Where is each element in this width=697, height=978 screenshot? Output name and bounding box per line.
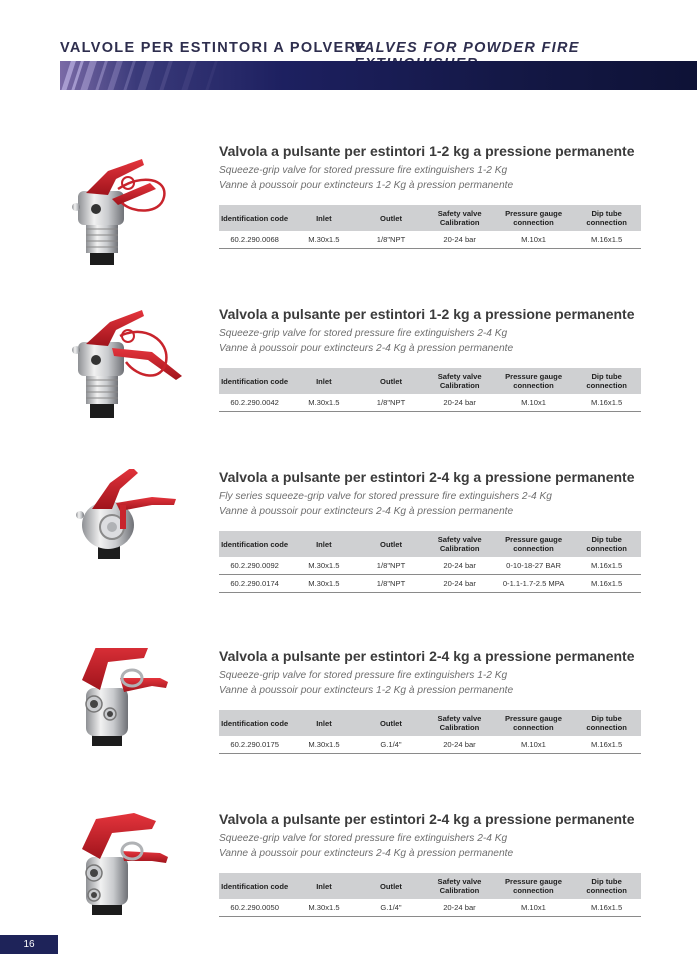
cell-dip: M.16x1.5: [572, 575, 641, 593]
col-inlet: Inlet: [290, 710, 357, 736]
table-header-row: [219, 368, 641, 394]
table-row: [219, 557, 641, 575]
cell-outlet: 1/8"NPT: [358, 394, 425, 412]
cell-dip: M.16x1.5: [572, 557, 641, 575]
table-row: [219, 231, 641, 249]
table-row: [219, 899, 641, 917]
product-section-2: [0, 306, 697, 456]
col-identification-code: Identification code: [219, 205, 290, 231]
section-subtitle-en: Squeeze-grip valve for stored pressure fire extinguishers 2-4 Kg: [219, 833, 508, 844]
table-row: [219, 575, 641, 593]
cell-dip: M.16x1.5: [572, 899, 641, 917]
section-title: Valvola a pulsante per estintori 1-2 kg a pressione permanente: [219, 143, 635, 159]
cell-inlet: M.30x1.5: [290, 899, 357, 917]
cell-outlet: G.1/4": [358, 736, 425, 754]
col-safety-valve: Safety valve Calibration: [425, 368, 495, 394]
col-outlet: Outlet: [358, 873, 425, 899]
cell-inlet: M.30x1.5: [290, 394, 357, 412]
cell-outlet: 1/8"NPT: [358, 557, 425, 575]
section-subtitle-fr: Vanne à poussoir pour extincteurs 2-4 Kg à pression permanente: [219, 506, 514, 517]
cell-outlet: G.1/4": [358, 899, 425, 917]
cell-safety: 20-24 bar: [425, 575, 495, 593]
cell-dip: M.16x1.5: [572, 231, 641, 249]
section-subtitle-en: Squeeze-grip valve for stored pressure fire extinguishers 2-4 Kg: [219, 328, 508, 339]
spec-table: [219, 710, 641, 754]
section-subtitle-en: Fly series squeeze-grip valve for stored pressure fire extinguishers 2-4 Kg: [219, 491, 552, 502]
cell-safety: 20-24 bar: [424, 736, 494, 754]
col-safety-valve: Safety valve Calibration: [425, 205, 495, 231]
col-safety-valve: Safety valve Calibration: [424, 710, 494, 736]
spec-table: [219, 531, 641, 593]
valve-photo-5: [72, 811, 192, 936]
cell-inlet: M.30x1.5: [290, 736, 357, 754]
col-dip-tube: Dip tube connection: [572, 531, 641, 557]
table-header-row: [219, 205, 641, 231]
header-title-it: VALVOLE PER ESTINTORI A POLVERE: [60, 40, 368, 56]
section-subtitle-fr: Vanne à poussoir pour extincteurs 1-2 Kg à pression permanente: [219, 180, 514, 191]
col-pressure-gauge: Pressure gauge connection: [495, 205, 572, 231]
section-subtitle-fr: Vanne à poussoir pour extincteurs 2-4 Kg à pression permanente: [219, 848, 514, 859]
cell-safety: 20-24 bar: [425, 231, 495, 249]
table-header-row: [219, 873, 641, 899]
section-subtitle-fr: Vanne à poussoir pour extincteurs 2-4 Kg à pression permanente: [219, 343, 514, 354]
col-safety-valve: Safety valve Calibration: [424, 873, 494, 899]
valve-photo-3: [72, 469, 192, 594]
col-identification-code: Identification code: [219, 368, 290, 394]
cell-code: 60.2.290.0042: [219, 394, 290, 412]
col-dip-tube: Dip tube connection: [572, 368, 641, 394]
col-outlet: Outlet: [358, 531, 425, 557]
col-identification-code: Identification code: [219, 710, 290, 736]
cell-gauge: M.10x1: [495, 231, 572, 249]
spec-table: [219, 205, 641, 249]
cell-gauge: 0-10-18-27 BAR: [495, 557, 572, 575]
cell-code: 60.2.290.0068: [219, 231, 290, 249]
cell-outlet: 1/8"NPT: [358, 231, 425, 249]
product-section-1: [0, 143, 697, 293]
cell-gauge: M.10x1: [495, 899, 573, 917]
section-title: Valvola a pulsante per estintori 1-2 kg a pressione permanente: [219, 306, 635, 322]
col-pressure-gauge: Pressure gauge connection: [495, 531, 572, 557]
valve-photo-1: [72, 143, 192, 268]
col-inlet: Inlet: [290, 205, 357, 231]
cell-safety: 20-24 bar: [425, 557, 495, 575]
spec-table: [219, 368, 641, 412]
valve-photo-2: [72, 306, 192, 431]
col-inlet: Inlet: [290, 531, 357, 557]
cell-code: 60.2.290.0174: [219, 575, 290, 593]
cell-dip: M.16x1.5: [572, 394, 641, 412]
col-dip-tube: Dip tube connection: [572, 205, 641, 231]
section-subtitle-en: Squeeze-grip valve for stored pressure fire extinguishers 1-2 Kg: [219, 165, 508, 176]
table-header-row: [219, 531, 641, 557]
col-pressure-gauge: Pressure gauge connection: [495, 710, 573, 736]
product-section-3: [0, 469, 697, 619]
cell-code: 60.2.290.0050: [219, 899, 290, 917]
table-header-row: [219, 710, 641, 736]
cell-gauge: M.10x1: [495, 394, 572, 412]
section-title: Valvola a pulsante per estintori 2-4 kg a pressione permanente: [219, 648, 635, 664]
product-section-4: [0, 648, 697, 798]
cell-code: 60.2.290.0175: [219, 736, 290, 754]
col-dip-tube: Dip tube connection: [572, 873, 641, 899]
cell-code: 60.2.290.0092: [219, 557, 290, 575]
section-subtitle-fr: Vanne à poussoir pour extincteurs 1-2 Kg à pression permanente: [219, 685, 514, 696]
col-identification-code: Identification code: [219, 873, 290, 899]
col-dip-tube: Dip tube connection: [572, 710, 641, 736]
cell-gauge: M.10x1: [495, 736, 573, 754]
header-title-en: VALVES FOR POWDER FIRE: [354, 40, 580, 56]
section-title: Valvola a pulsante per estintori 2-4 kg a pressione permanente: [219, 811, 635, 827]
col-inlet: Inlet: [290, 368, 357, 394]
cell-dip: M.16x1.5: [572, 736, 641, 754]
table-row: [219, 736, 641, 754]
table-row: [219, 394, 641, 412]
cell-outlet: 1/8"NPT: [358, 575, 425, 593]
cell-gauge: 0-1.1-1.7-2.5 MPA: [495, 575, 572, 593]
col-outlet: Outlet: [358, 205, 425, 231]
cell-inlet: M.30x1.5: [290, 557, 357, 575]
section-title: Valvola a pulsante per estintori 2-4 kg a pressione permanente: [219, 469, 635, 485]
product-section-5: [0, 811, 697, 961]
spec-table: [219, 873, 641, 917]
col-pressure-gauge: Pressure gauge connection: [495, 873, 573, 899]
cell-safety: 20-24 bar: [425, 394, 495, 412]
col-outlet: Outlet: [358, 368, 425, 394]
cell-safety: 20-24 bar: [424, 899, 494, 917]
col-outlet: Outlet: [358, 710, 425, 736]
valve-photo-4: [72, 648, 192, 773]
col-safety-valve: Safety valve Calibration: [425, 531, 495, 557]
col-pressure-gauge: Pressure gauge connection: [495, 368, 572, 394]
cell-inlet: M.30x1.5: [290, 575, 357, 593]
page-number: 16: [0, 935, 58, 954]
col-inlet: Inlet: [290, 873, 357, 899]
cell-inlet: M.30x1.5: [290, 231, 357, 249]
section-subtitle-en: Squeeze-grip valve for stored pressure fire extinguishers 1-2 Kg: [219, 670, 508, 681]
header-banner: [60, 61, 697, 90]
col-identification-code: Identification code: [219, 531, 290, 557]
